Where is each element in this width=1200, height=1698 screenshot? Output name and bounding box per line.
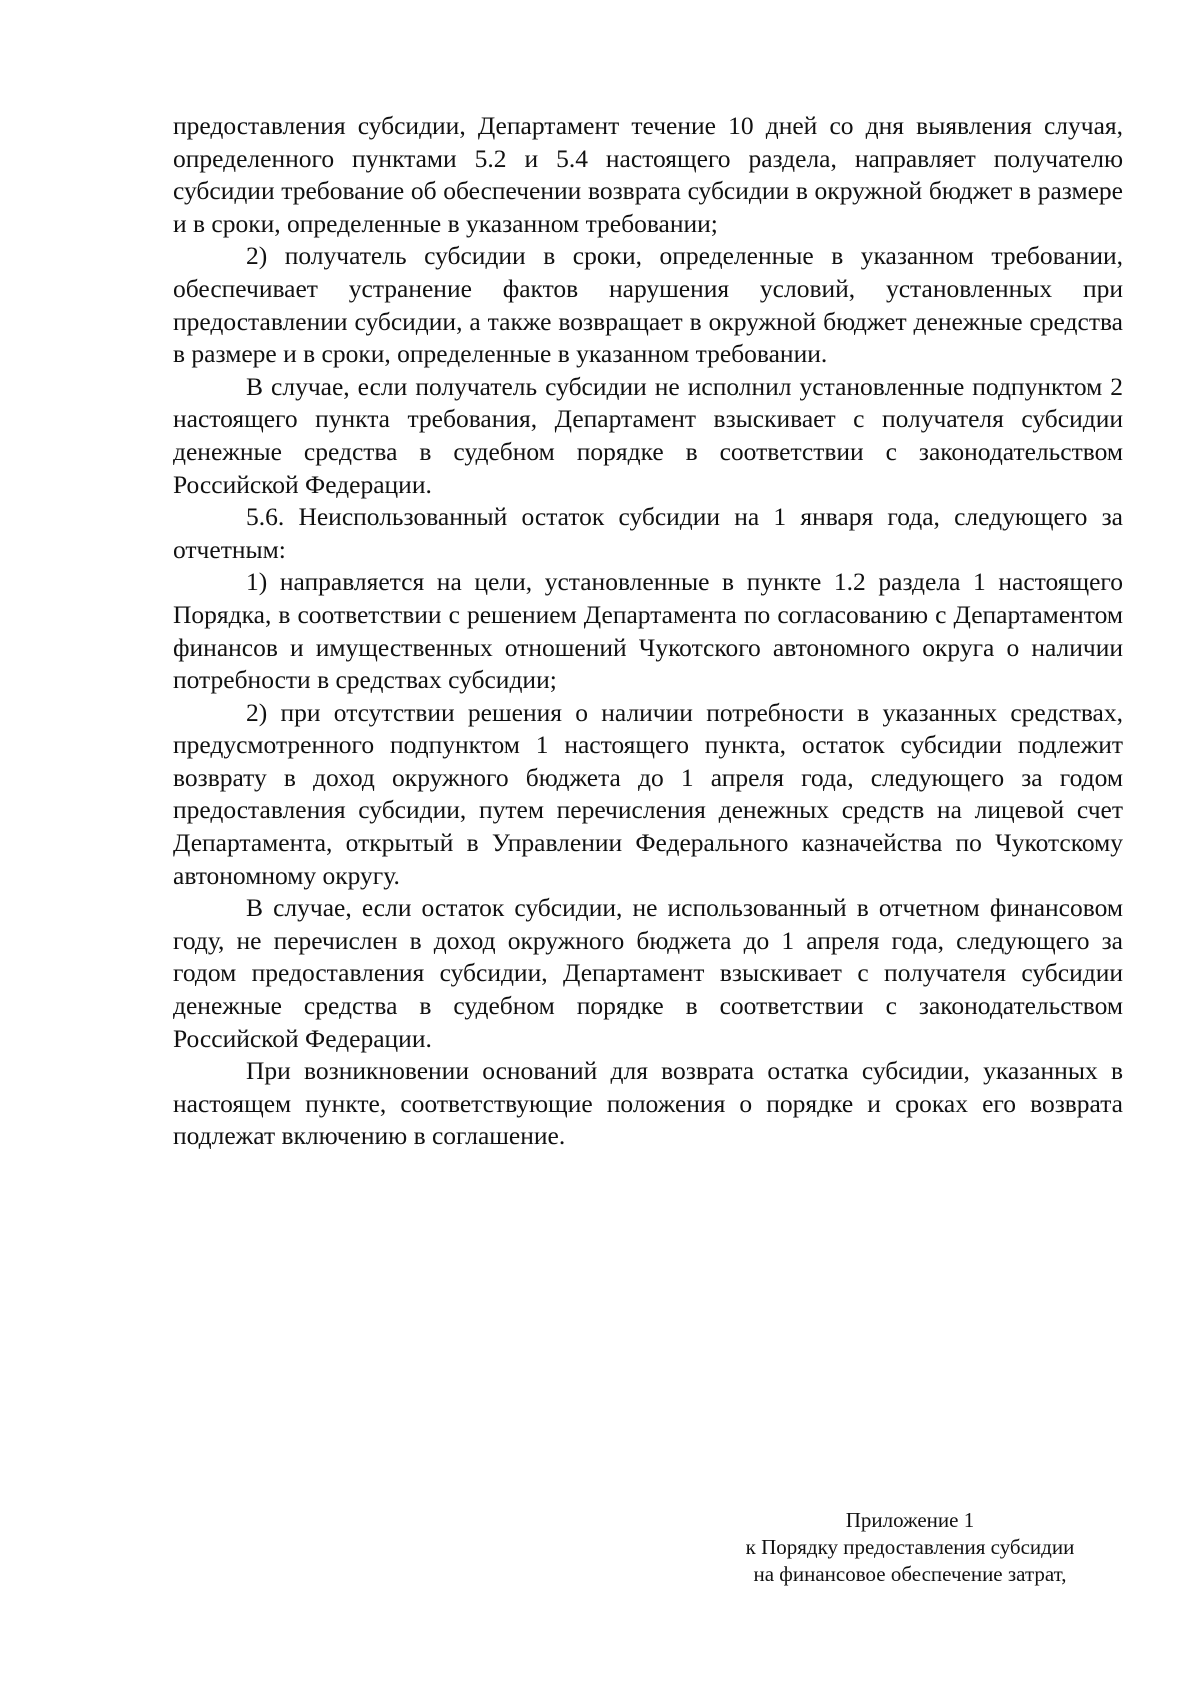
appendix-reference: к Порядку предоставления субсидии <box>745 1535 1075 1559</box>
document-body <box>173 110 1123 1153</box>
paragraph-5-6-item-2: 2) при отсутствии решения о наличии потребности в указанных средствах, предусмотренного подпунктом 1 настоящего пункта, остаток субсидии подлежит возврату в доход окружного бюджета до 1 апреля года, следующего за годом предоставления субсидии, путем перечисления денежных средств на лицевой счет Департамента, открытый в Управлении Федерального казначейства по Чукотскому автономному округу. <box>173 697 1123 890</box>
paragraph-section-5-6: 5.6. Неиспользованный остаток субсидии на 1 января года, следующего за отчетным: <box>173 502 1123 564</box>
paragraph-enforcement: В случае, если получатель субсидии не исполнил установленные подпунктом 2 настоящего пункта требования, Департамент взыскивает с получателя субсидии денежные средства в судебном порядке в соответствии с законодательством Российской Федерации. <box>173 371 1123 499</box>
paragraph-subitem-2: 2) получатель субсидии в сроки, определенные в указанном требовании, обеспечивает устранение фактов нарушения условий, установленных при предоставлении субсидии, а также возвращает в окружной бюджет денежные средства в размере и в сроки, определенные в указанном требовании. <box>173 241 1123 369</box>
appendix-subject: на финансовое обеспечение затрат, <box>753 1562 1067 1586</box>
paragraph-5-6-enforcement: В случае, если остаток субсидии, не использованный в отчетном финансовом году, не перечислен в доход окружного бюджета до 1 апреля года, следующего за годом предоставления субсидии, Департамент взыскивает с получателя субсидии денежные средства в судебном порядке в соответствии с законодательством Российской Федерации. <box>173 893 1123 1053</box>
paragraph-5-6-agreement: При возникновении оснований для возврата остатка субсидии, указанных в настоящем пункте, соответствующие положения о порядке и сроках его возврата подлежат включению в соглашение. <box>173 1056 1123 1151</box>
appendix-heading <box>690 1507 1130 1588</box>
paragraph-continuation: предоставления субсидии, Департамент течение 10 дней со дня выявления случая, определенного пунктами 5.2 и 5.4 настоящего раздела, направляет получателю субсидии требование об обеспечении возврата субсидии в окружной бюджет в размере и в сроки, определенные в указанном требовании; <box>173 111 1123 238</box>
appendix-number: Приложение 1 <box>845 1508 975 1532</box>
paragraph-5-6-item-1: 1) направляется на цели, установленные в пункте 1.2 раздела 1 настоящего Порядка, в соответствии с решением Департамента по согласованию с Департаментом финансов и имущественных отношений Чукотского автономного округа о наличии потребности в средствах субсидии; <box>173 567 1123 695</box>
